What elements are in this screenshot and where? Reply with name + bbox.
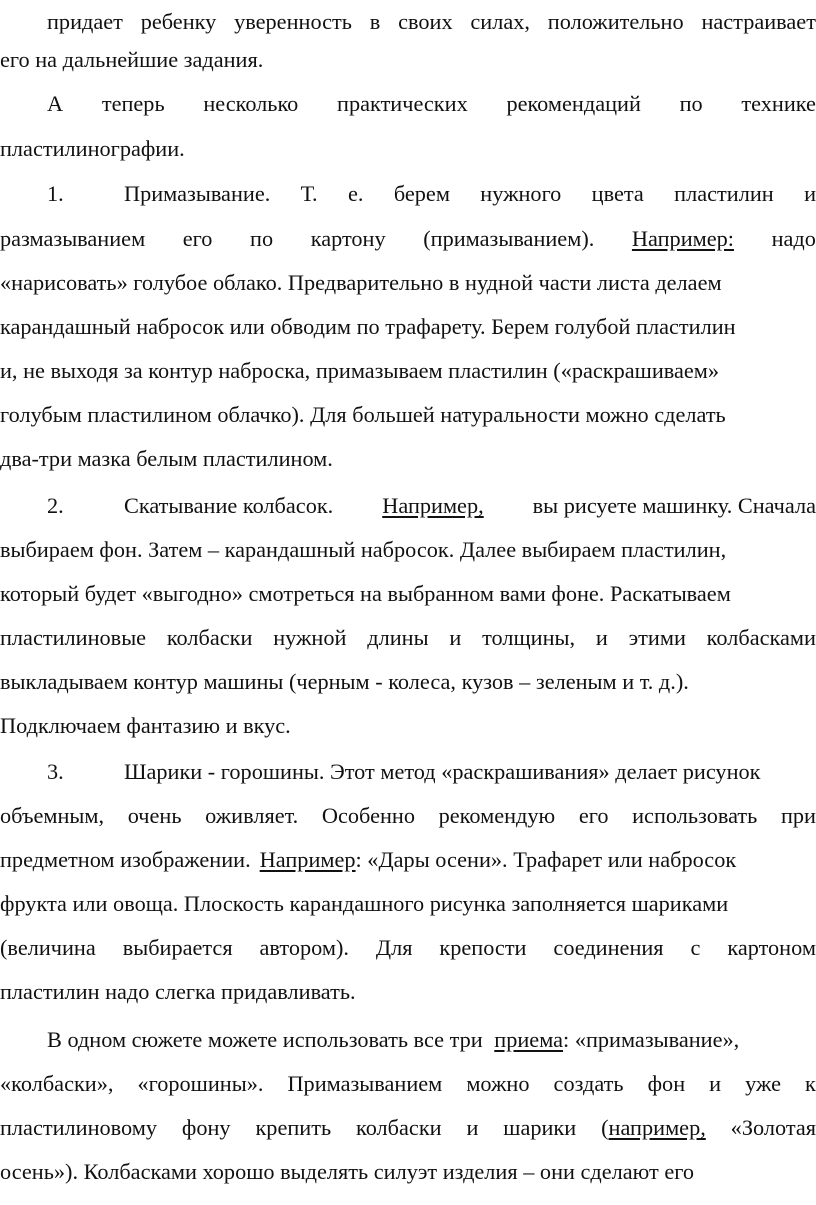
text-line: карандашный набросок или обводим по трафарету. Берем голубой пластилин [0, 314, 736, 339]
text-line: который будет «выгодно» смотреться на выбранном вами фоне. Раскатываем [0, 581, 731, 606]
list-number: 2. [47, 493, 64, 518]
list-item-line: 2. Скатывание колбасок. Например, вы рисуете машинку. Сначала [0, 484, 816, 528]
underlined-example: Например [259, 847, 356, 872]
list-number: 3. [47, 759, 64, 784]
text-line: предметном изображении. Например: «Дары осени». Трафарет или набросок [0, 847, 737, 872]
text-line: пластилиновому фону крепить колбаски и шарики (например, «Золотая [0, 1115, 816, 1140]
list-item-line: 3. Шарики - горошины. Этот метод «раскрашивания» делает рисунок [0, 750, 816, 794]
underlined-example: Например: [631, 226, 734, 251]
text-line: выкладываем контур машины (черным - колеса, кузов – зеленым и т. д.). [0, 669, 689, 694]
text-line: пластилин надо слегка придавливать. [0, 979, 356, 1004]
text-line: В одном сюжете можете использовать все три приема: «примазывание», [47, 1027, 740, 1052]
text-line: выбираем фон. Затем – карандашный набросок. Далее выбираем пластилин, [0, 537, 727, 562]
text-line: «нарисовать» голубое облако. Предварительно в нудной части листа делаем [0, 270, 722, 295]
underlined-example: Например, [382, 493, 484, 518]
text-line: (величина выбирается автором). Для крепости соединения с картоном [0, 935, 816, 960]
text-line: пластилиновые колбаски нужной длины и толщины, и этими колбасками [0, 625, 816, 650]
text-line: голубым пластилином облачко). Для большей натуральности можно сделать [0, 402, 726, 427]
underlined-example: например, [608, 1115, 706, 1140]
text-line: Подключаем фантазию и вкус. [0, 713, 291, 738]
text-line: два-три мазка белым пластилином. [0, 446, 333, 471]
text-line: фрукта или овоща. Плоскость карандашного рисунка заполняется шариками [0, 891, 729, 916]
underlined-word: приема [494, 1027, 564, 1052]
text-line: осень»). Колбасками хорошо выделять силуэт изделия – они сделают его [0, 1159, 694, 1184]
text-line: «колбаски», «горошины». Примазыванием можно создать фон и уже к [0, 1071, 816, 1096]
list-number: 1. [47, 181, 64, 206]
text-line: размазыванием его по картону (примазыванием). Например: надо [0, 217, 816, 261]
text-line: пластилинографии. [0, 136, 185, 161]
text-line: объемным, очень оживляет. Особенно рекомендую его использовать при [0, 803, 816, 828]
text-line: и, не выходя за контур наброска, примазываем пластилин («раскрашиваем» [0, 358, 720, 383]
text-line: его на дальнейшие задания. [0, 47, 264, 72]
list-item-line: 1. Примазывание. Т. е. берем нужного цвета пластилин и [0, 172, 816, 216]
text-line: придает ребенку уверенность в своих силах, положительно настраивает [47, 9, 816, 34]
text-line: А теперь несколько практических рекомендаций по технике [47, 91, 816, 116]
